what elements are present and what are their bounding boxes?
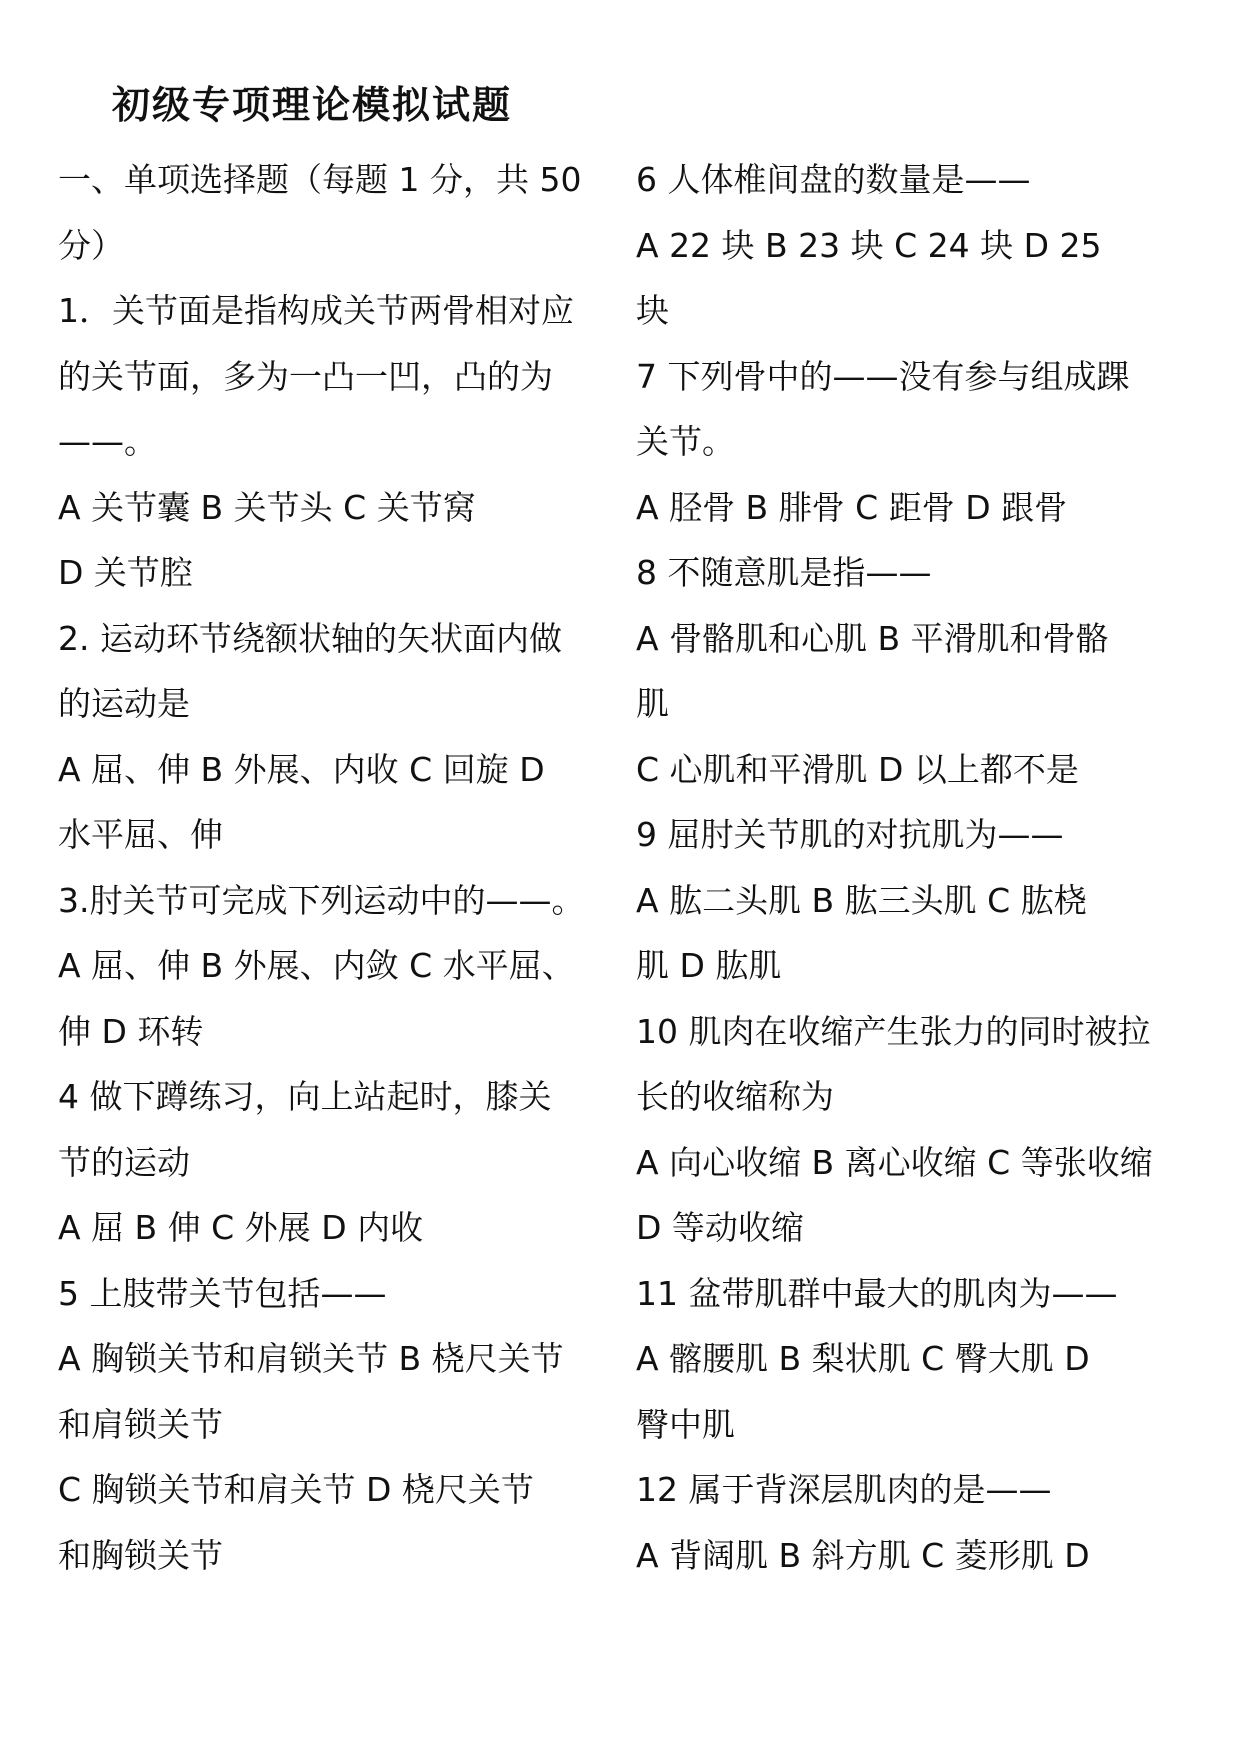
text-line: A 向心收缩 B 离心收缩 C 等张收缩 [636,1142,1153,1182]
text-line: 8 不随意肌是指—— [636,553,932,592]
text-line: 和胸锁关节 [58,1535,223,1575]
text-line: A 屈 B 伸 C 外展 D 内收 [58,1208,424,1247]
text-line: 分） [58,225,124,265]
text-line: A 背阔肌 B 斜方肌 C 菱形肌 D [636,1535,1090,1575]
text-line: A 胸锁关节和肩锁关节 B 桡尺关节 [58,1339,564,1378]
text-line: 臀中肌 [636,1404,735,1444]
text-line: 节的运动 [58,1142,190,1182]
text-line: 和肩锁关节 [58,1404,223,1444]
page-title: 初级专项理论模拟试题 [112,82,513,127]
text-line: A 髂腰肌 B 梨状肌 C 臀大肌 D [636,1339,1090,1378]
text-line: A 关节囊 B 关节头 C 关节窝 [58,487,476,527]
text-line: A 肱二头肌 B 肱三头肌 C 肱桡 [636,880,1087,920]
text-line: 伸 D 环转 [58,1011,204,1051]
text-line: 肌 D 肱肌 [636,946,782,985]
right-column [636,147,1196,1588]
text-line: 一、单项选择题（每题 1 分，共 50 [58,160,582,199]
text-line: 4 做下蹲练习，向上站起时，膝关 [58,1077,552,1116]
text-line: C 胸锁关节和肩关节 D 桡尺关节 [58,1470,534,1509]
text-line: 水平屈、伸 [58,815,223,854]
text-line: A 屈、伸 B 外展、内敛 C 水平屈、 [58,946,575,985]
text-line: 9 屈肘关节肌的对抗肌为—— [636,815,1064,854]
text-line: 7 下列骨中的——没有参与组成踝 [636,356,1130,396]
text-line: 肌 [636,684,669,723]
text-line: 长的收缩称为 [636,1077,834,1116]
text-line: D 关节腔 [58,553,193,592]
text-line: 2. 运动环节绕额状轴的矢状面内做 [58,618,562,658]
text-line: A 22 块 B 23 块 C 24 块 D 25 [636,225,1102,265]
text-line: 11 盆带肌群中最大的肌肉为—— [636,1273,1118,1313]
text-line: 的关节面，多为一凸一凹，凸的为 [58,356,553,396]
text-line: 3.肘关节可完成下列运动中的——。 [58,880,585,920]
text-line: 6 人体椎间盘的数量是—— [636,160,1031,199]
text-line: C 心肌和平滑肌 D 以上都不是 [636,749,1079,789]
text-line: A 骨骼肌和心肌 B 平滑肌和骨骼 [636,618,1109,658]
text-line: ——。 [58,422,157,461]
left-column [58,147,618,1588]
text-line: 10 肌肉在收缩产生张力的同时被拉 [636,1011,1151,1051]
text-line: A 屈、伸 B 外展、内收 C 回旋 D [58,749,545,789]
text-line: 5 上肢带关节包括—— [58,1273,387,1313]
text-line: 12 属于背深层肌肉的是—— [636,1470,1052,1509]
text-line: 块 [636,291,669,330]
text-line: 的运动是 [58,684,190,723]
text-line: 1．关节面是指构成关节两骨相对应 [58,291,574,330]
text-line: A 胫骨 B 腓骨 C 距骨 D 跟骨 [636,487,1068,527]
text-line: D 等动收缩 [636,1208,804,1247]
text-line: 关节。 [636,422,735,461]
